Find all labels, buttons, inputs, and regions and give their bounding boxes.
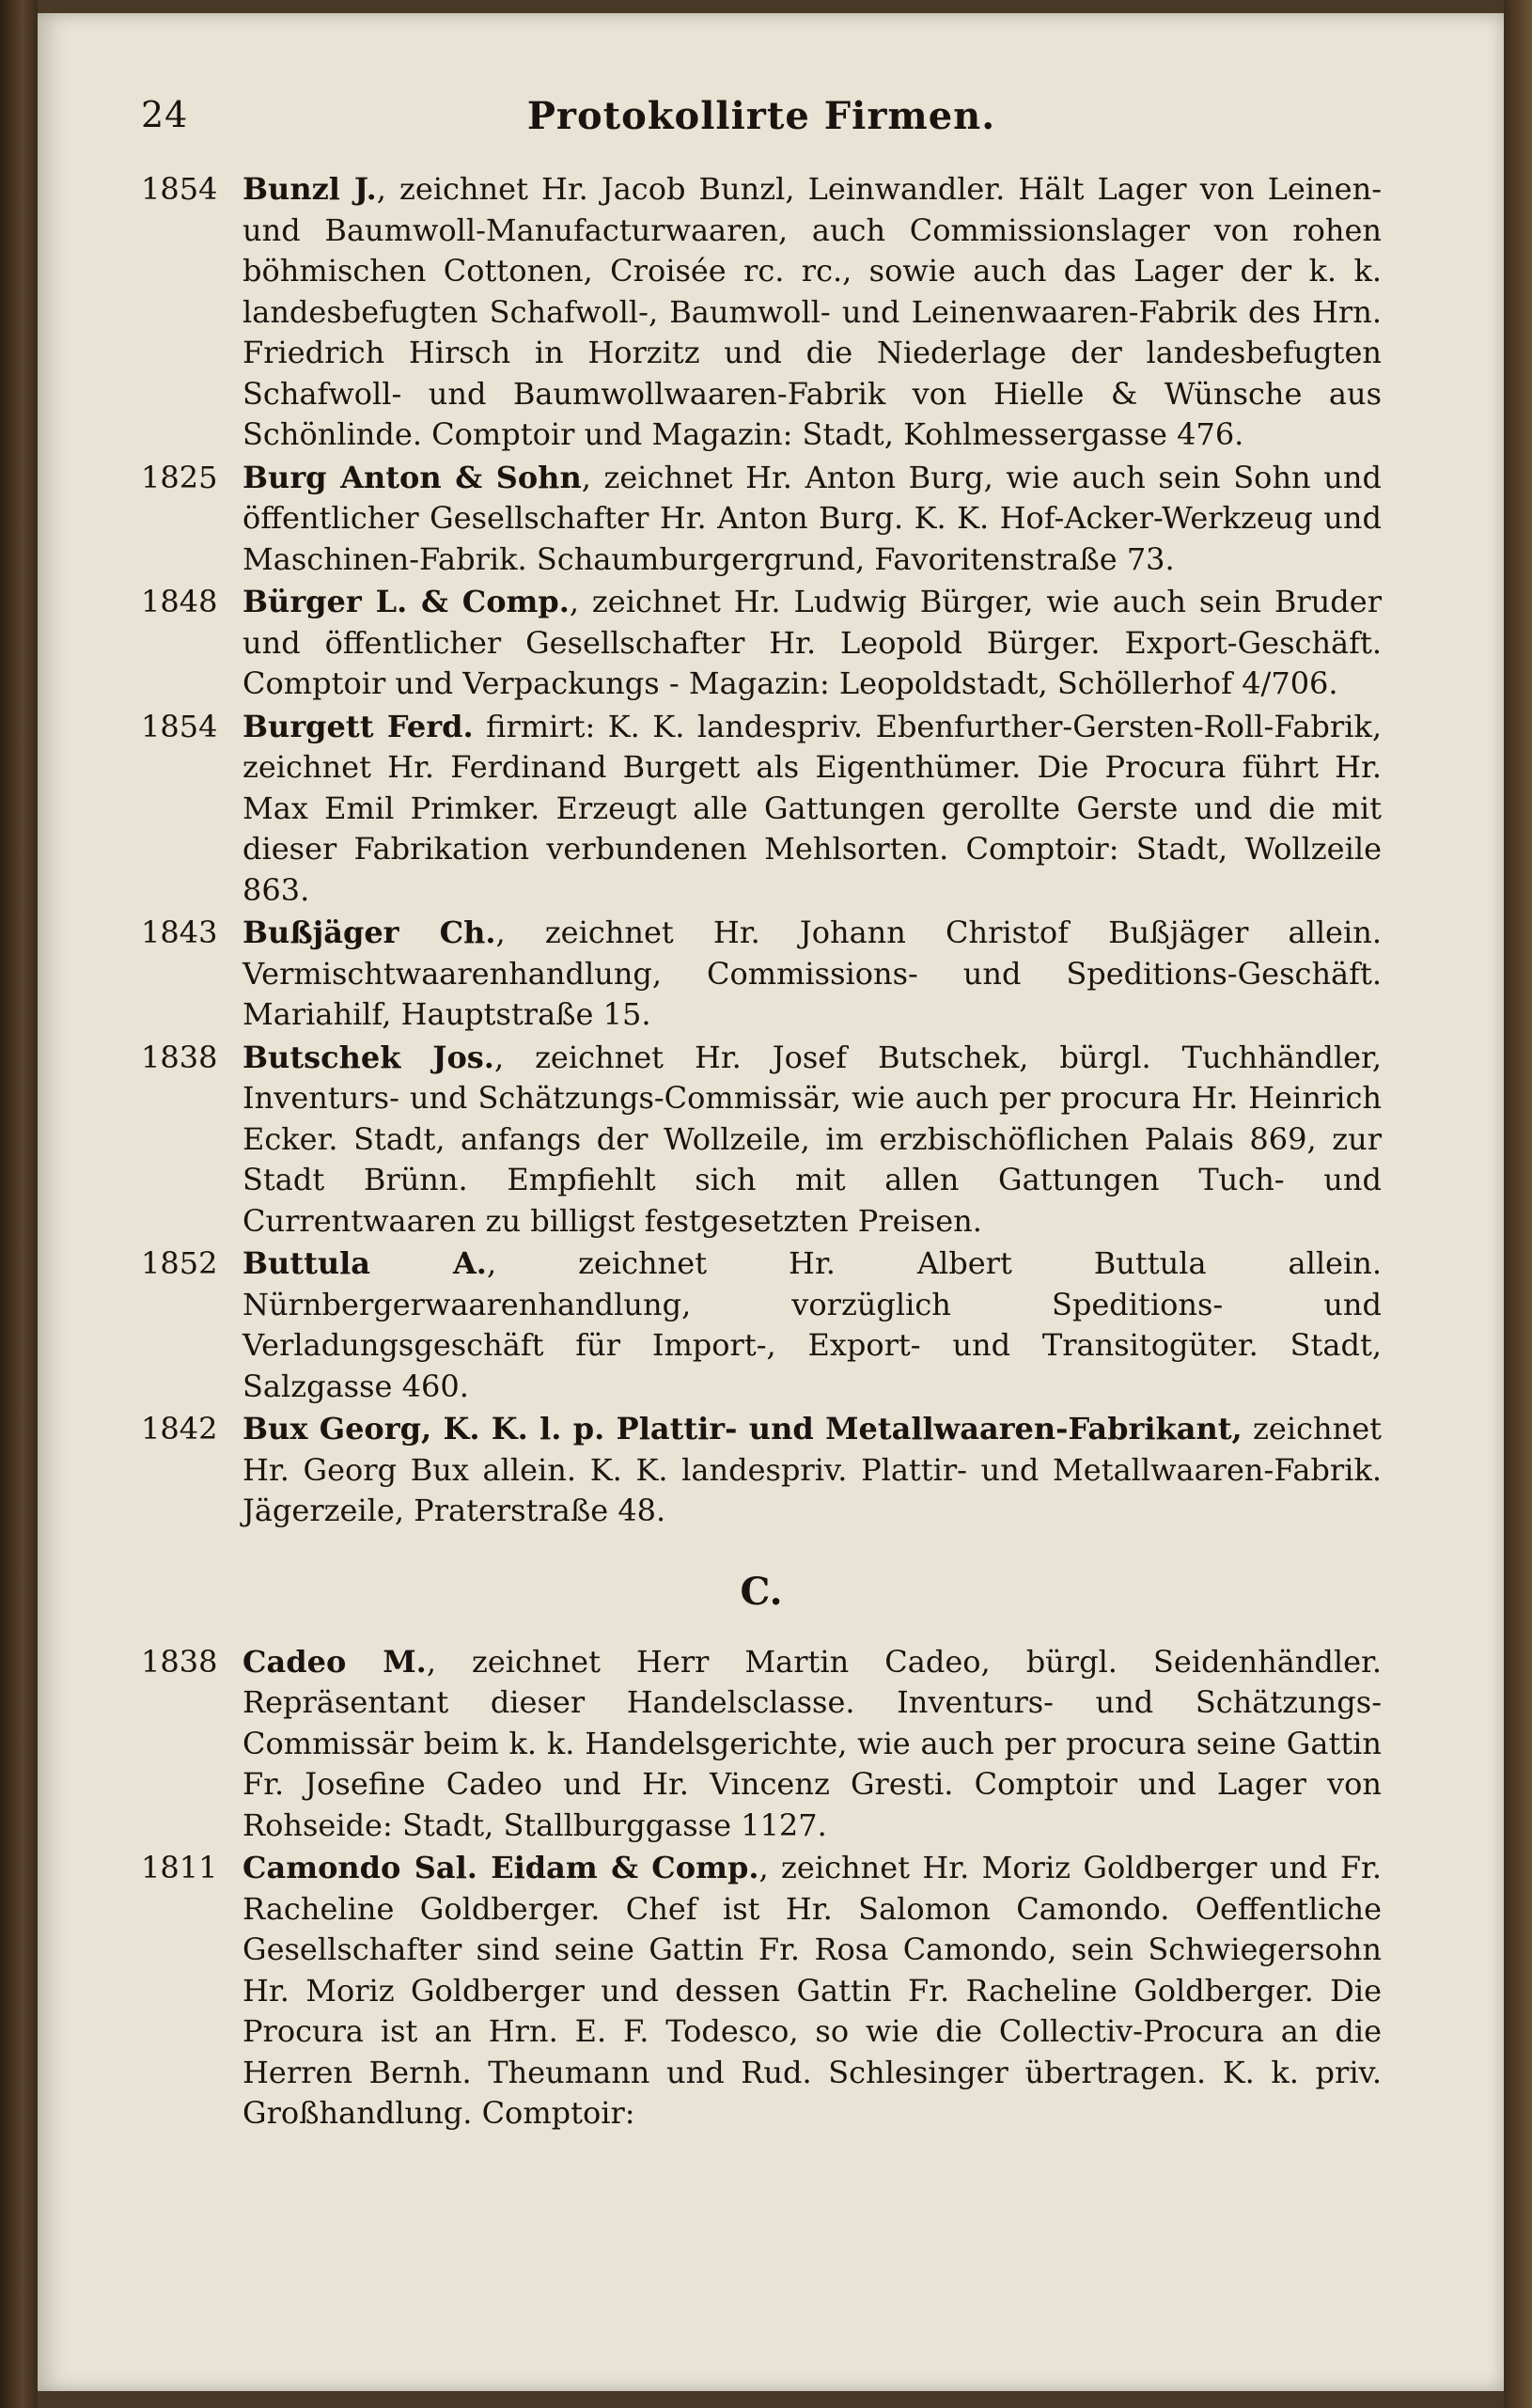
firm-name: Bunzl J. — [242, 171, 377, 207]
entries-list-c — [141, 1642, 1382, 2134]
firm-name: Bürger L. & Comp. — [242, 584, 570, 619]
entry-year: 1838 — [141, 1643, 218, 1680]
entry-text — [242, 1642, 1382, 1847]
firm-name: Camondo Sal. Eidam & Comp. — [242, 1850, 759, 1885]
firm-name: Bußjäger Ch. — [242, 915, 496, 950]
entry-description: , zeichnet Hr. Johann Christof Bußjäger allein. Vermischtwaarenhandlung, Commissions- und Speditions-Geschäft. Mariahilf, Hauptstraße 15. — [242, 915, 1383, 1032]
entry-text — [242, 1409, 1382, 1532]
firm-entry — [141, 1409, 1382, 1532]
book-spine — [0, 0, 38, 2408]
firm-name: Buttula A. — [242, 1245, 487, 1281]
entry-text — [242, 1243, 1382, 1407]
entry-text — [242, 1848, 1382, 2134]
entry-year: 1825 — [141, 459, 218, 495]
entry-year: 1843 — [141, 915, 218, 950]
running-title: Protokollirte Firmen. — [526, 94, 996, 138]
entry-text — [242, 707, 1382, 912]
entry-description: , zeichnet Hr. Anton Burg, wie auch sein Sohn und öffentlicher Gesellschafter Hr. Anton Burg. K. K. Hof-Acker-Werkzeug und Maschinen-Fabrik. Schaumburgergrund, Favoritenstraße 73. — [242, 459, 1382, 577]
entry-year: 1842 — [141, 1411, 218, 1446]
entries-list-b — [141, 169, 1382, 1532]
entry-description: firmirt: K. K. landespriv. Ebenfurther-Gersten-Roll-Fabrik, zeichnet Hr. Ferdinand Burgett als Eigenthümer. Die Procura führt Hr. Max Emil Primker. Erzeugt alle Gattungen gerollte Gerste und die mit dieser Fabrikation verbundenen Mehlsorten. Comptoir: Stadt, Wollzeile 863. — [242, 708, 1383, 908]
entry-description: zeichnet Hr. Georg Bux allein. K. K. landespriv. Plattir- und Metallwaaren-Fabrik. Jägerzeile, Praterstraße 48. — [242, 1411, 1383, 1528]
entry-year: 1811 — [141, 1850, 218, 1885]
firm-entry — [141, 169, 1382, 456]
section-heading-c: C. — [740, 1569, 783, 1614]
firm-entry — [141, 913, 1382, 1036]
firm-entry — [141, 458, 1382, 581]
firm-name: Butschek Jos. — [242, 1039, 494, 1075]
page-header — [141, 94, 1382, 150]
firm-entry — [141, 1038, 1382, 1243]
page-edge — [1504, 0, 1532, 2408]
firm-name: Burg Anton & Sohn — [242, 459, 582, 495]
entry-text — [242, 458, 1382, 581]
entry-text — [242, 582, 1382, 705]
entry-description: , zeichnet Hr. Albert Buttula allein. Nürnbergerwaarenhandlung, vorzüglich Speditions- und Verladungsgeschäft für Import-, Export- und Transitogüter. Stadt, Salzgasse 460. — [242, 1245, 1383, 1404]
entry-description: , zeichnet Hr. Moriz Goldberger und Fr. Racheline Goldberger. Chef ist Hr. Salomon Camondo. Oeffentliche Gesellschafter sind seine Gattin Fr. Rosa Camondo, sein Schwiegersohn Hr. Moriz Goldberger und dessen Gattin Fr. Racheline Goldberger. Die Procura ist an Hrn. E. F. Todesco, so wie die Collectiv-Procura an die Herren Bernh. Theumann und Rud. Schlesinger übertragen. K. k. priv. Großhandlung. Comptoir: — [242, 1850, 1383, 2131]
entry-text — [242, 169, 1382, 456]
entry-text — [242, 913, 1382, 1036]
firm-entry — [141, 1243, 1382, 1407]
entry-year: 1848 — [141, 584, 218, 619]
entry-description: , zeichnet Hr. Jacob Bunzl, Leinwandler. Hält Lager von Leinen- und Baumwoll-Manufacturwaaren, auch Commissionslager von rohen böhmischen Cottonen, Croisée rc. rc., sowie auch das Lager der k. k. landesbefugten Schafwoll-, Baumwoll- und Leinenwaaren-Fabrik des Hrn. Friedrich Hirsch in Horzitz und die Niederlage der landesbefugten Schafwoll- und Baumwollwaaren-Fabrik von Hielle & Wünsche aus Schönlinde. Comptoir und Magazin: Stadt, Kohlmessergasse 476. — [242, 171, 1383, 452]
entry-text — [242, 1038, 1382, 1243]
page-number: 24 — [141, 94, 189, 135]
entry-year: 1838 — [141, 1039, 218, 1075]
entry-year: 1854 — [141, 171, 218, 207]
entry-description: , zeichnet Herr Martin Cadeo, bürgl. Seidenhändler. Repräsentant dieser Handelsclasse. Inventurs- und Schätzungs-Commissär beim k. k. Handelsgerichte, wie auch per procura seine Gattin Fr. Josefine Cadeo und Hr. Vincenz Gresti. Comptoir und Lager von Rohseide: Stadt, Stallburggasse 1127. — [242, 1643, 1383, 1843]
firm-name: Bux Georg, K. K. l. p. Plattir- und Metallwaaren-Fabrikant, — [242, 1411, 1243, 1446]
firm-entry — [141, 707, 1382, 912]
firm-name: Cadeo M. — [242, 1643, 427, 1680]
entry-year: 1854 — [141, 708, 218, 744]
entry-description: , zeichnet Hr. Josef Butschek, bürgl. Tuchhändler, Inventurs- und Schätzungs-Commissär, wie auch per procura Hr. Heinrich Ecker. Stadt, anfangs der Wollzeile, im erzbischöflichen Palais 869, zur Stadt Brünn. Empfiehlt sich mit allen Gattungen Tuch- und Currentwaaren zu billigst festgesetzten Preisen. — [242, 1039, 1383, 1239]
firm-entry — [141, 582, 1382, 705]
firm-entry — [141, 1642, 1382, 1847]
entry-year: 1852 — [141, 1245, 218, 1281]
firm-name: Burgett Ferd. — [242, 708, 474, 744]
firm-entry — [141, 1848, 1382, 2134]
firm-entries — [141, 169, 1382, 2136]
entry-description: , zeichnet Hr. Ludwig Bürger, wie auch sein Bruder und öffentlicher Gesellschafter Hr. Leopold Bürger. Export-Geschäft. Comptoir und Verpackungs - Magazin: Leopoldstadt, Schöllerhof 4/706. — [242, 584, 1383, 701]
